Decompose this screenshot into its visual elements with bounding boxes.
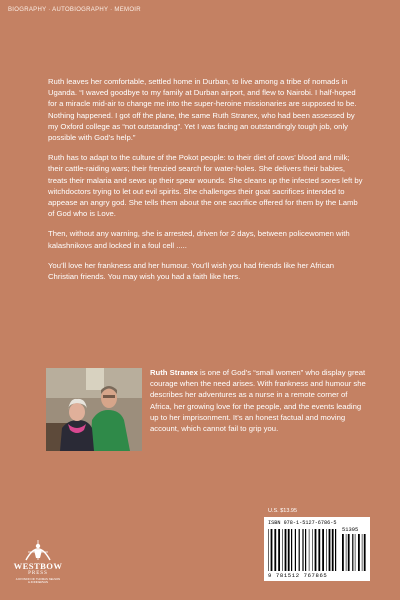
publisher-tagline: [8, 578, 68, 585]
blurb-paragraph: Ruth leaves her comfortable, settled home in Durban, to live among a tribe of nomads in Uganda. “I waved goodbye to my family at Durban airport, and flew to Nairobi. I half-hoped for a miracle mid-air to change me into the super-heroine missionaries are supposed to be. Nothing happened. I got off the plane, the same Ruth Stranex, who had been assessed by my Oxford college as “not outstanding”. Yet I was facing an outstandingly tough job, only possible with God’s help.”: [48, 77, 357, 143]
addon-barcode: [342, 534, 368, 571]
genre-label: BIOGRAPHY · AUTOBIOGRAPHY · MEMOIR: [8, 7, 141, 13]
price-label: U.S. $13.95: [268, 508, 298, 514]
blurb-paragraph: Ruth has to adapt to the culture of the Pokot people: to their diet of cows’ blood and milk; their cattle-raiding wars; their frenzied search for water-holes. She delivers their babies, treats their malaria and sews up their spear wounds. She cleans up the infected sores left by witchdoctors trying to let out evil spirits. She challenges their goat sacrifices intended to appease an angry god. She tells them about the one sacrifice offered for them by the Lamb of God who is Love.: [48, 153, 363, 219]
author-photo: [46, 368, 142, 451]
publisher-tagline-line: & ZONDERVAN: [28, 580, 48, 585]
barcode-panel: [264, 517, 370, 581]
author-bio: [150, 367, 370, 434]
ean-barcode: [268, 529, 338, 571]
price-addon-text: 51395: [342, 527, 359, 533]
blurb-paragraph: Then, without any warning, she is arrested, driven for 2 days, between policewomen with kalashnikovs and locked in a foul cell .....: [48, 229, 350, 250]
archer-icon: [8, 536, 68, 564]
isbn-text: ISBN 978-1-5127-6786-5: [268, 520, 337, 526]
publisher-logo: [8, 536, 68, 596]
publisher-press: PRESS: [28, 571, 48, 576]
back-cover-blurb: [48, 76, 366, 291]
publisher-tagline-line: A DIVISION OF THOMAS NELSON: [15, 577, 61, 581]
author-bio-text: is one of God’s “small women” who display great courage when the need arises. With frankness and humour she describes her adventures as a nurse in a remote corner of Africa, her growing love for the people, and the events leading up to her imprisonment. It’s an honest factual and moving account, which cannot fail to grip you.: [150, 368, 366, 434]
ean-digits: 9 781512 767865: [268, 572, 328, 579]
author-name: Ruth Stranex: [150, 368, 198, 377]
publisher-name: WESTBOW: [13, 561, 63, 571]
blurb-paragraph: You’ll love her frankness and her humour. You’ll wish you had friends like her African Christian friends. You may wish you had a faith like hers.: [48, 260, 335, 282]
